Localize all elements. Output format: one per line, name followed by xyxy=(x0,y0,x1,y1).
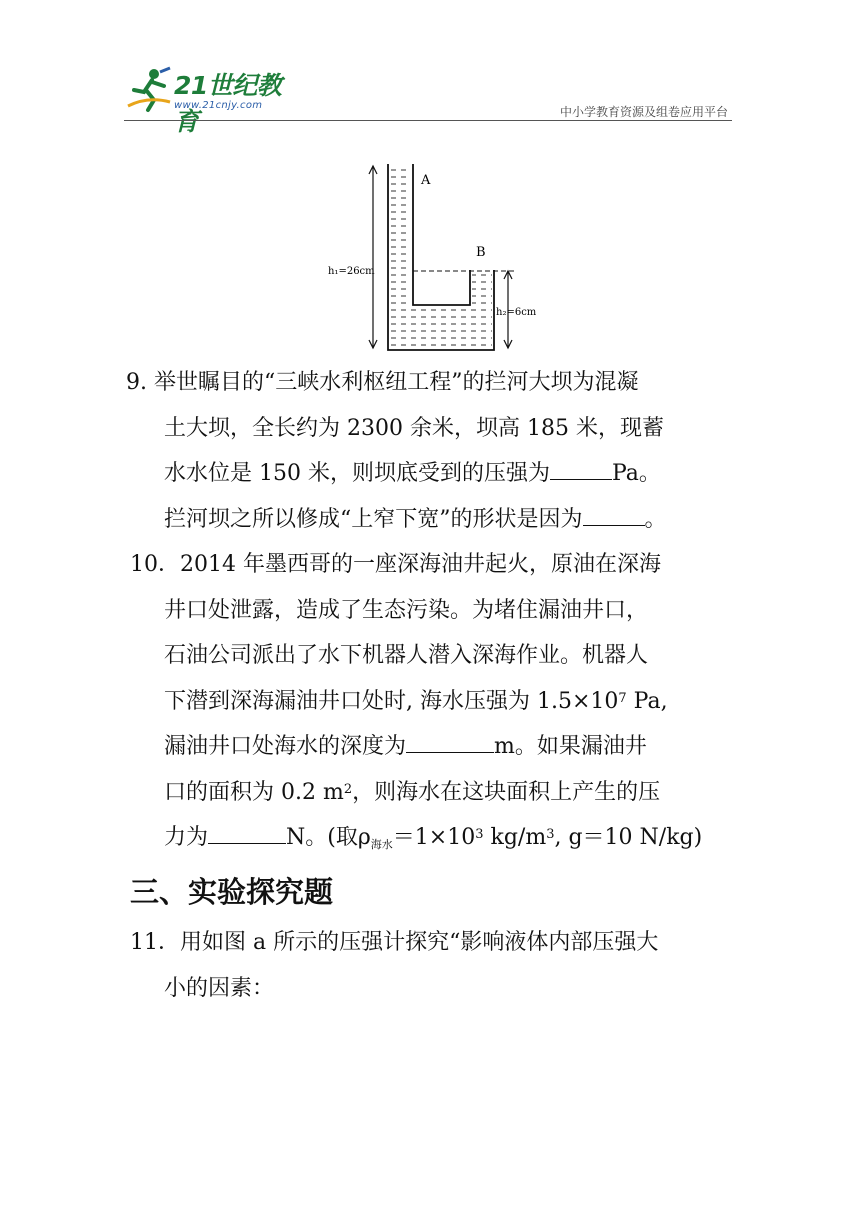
answer-blank[interactable] xyxy=(208,823,286,844)
q10-line-6: 口的面积为 0.2 $m^2$，则海水在这块面积上产生的压 xyxy=(164,779,661,805)
q10-line-7: 力为 N。(取ρ海水$=1\times 10^3$ $kg/m^3$, g＝10 N/kg) xyxy=(164,825,703,851)
label-a: A xyxy=(421,173,431,188)
answer-blank[interactable] xyxy=(406,732,494,753)
q9-line-1: 9. 举世瞩目的“三峡水利枢纽工程”的拦河大坝为混凝 xyxy=(126,370,639,395)
q11-line-2: 小的因素： xyxy=(164,975,275,1001)
header-divider xyxy=(124,120,732,121)
q10-line-5: 漏油井口处海水的深度为 m。如果漏油井 xyxy=(164,734,647,759)
header-tagline: 中小学教育资源及组卷应用平台 xyxy=(559,105,728,119)
u-tube-figure xyxy=(320,160,560,356)
answer-blank[interactable] xyxy=(550,459,612,480)
q11-line-1: 11．用如图 a 所示的压强计探究“影响液体内部压强大 xyxy=(130,930,659,955)
question-11 xyxy=(130,920,740,1011)
q10-line-4: 下潜到深海漏油井口处时, 海水压强为 $1.5\times 10^7$ Pa, xyxy=(164,688,668,714)
logo-url: www.21cnjy.com xyxy=(174,100,263,111)
label-b: B xyxy=(476,245,486,260)
page-header xyxy=(0,0,860,136)
runner-logo-icon xyxy=(124,66,174,114)
label-h2: h₂=6cm xyxy=(496,307,537,318)
u-tube-diagram xyxy=(320,160,560,356)
question-9 xyxy=(126,360,740,542)
q10-line-2: 井口处泄露，造成了生态污染。为堵住漏油井口， xyxy=(164,597,649,623)
q10-line-3: 石油公司派出了水下机器人潜入深海作业。机器人 xyxy=(164,643,649,668)
q10-line-1: 10．2014 年墨西哥的一座深海油井起火，原油在深海 xyxy=(130,552,661,577)
q9-line-2: 土大坝，全长约为 2300 余米，坝高 185 米，现蓄 xyxy=(164,415,664,441)
answer-blank[interactable] xyxy=(583,505,645,526)
question-10 xyxy=(130,542,740,868)
q9-line-4: 拦河坝之所以修成“上窄下宽”的形状是因为 。 xyxy=(164,506,667,532)
logo-wordmark: 21世纪教育 xyxy=(174,71,282,136)
logo xyxy=(124,66,294,136)
q9-line-3: 水水位是 150 米，则坝底受到的压强为 Pa。 xyxy=(164,461,661,486)
section-title: 三、实验探究题 xyxy=(130,875,334,909)
label-h1: h₁=26cm xyxy=(328,266,375,277)
